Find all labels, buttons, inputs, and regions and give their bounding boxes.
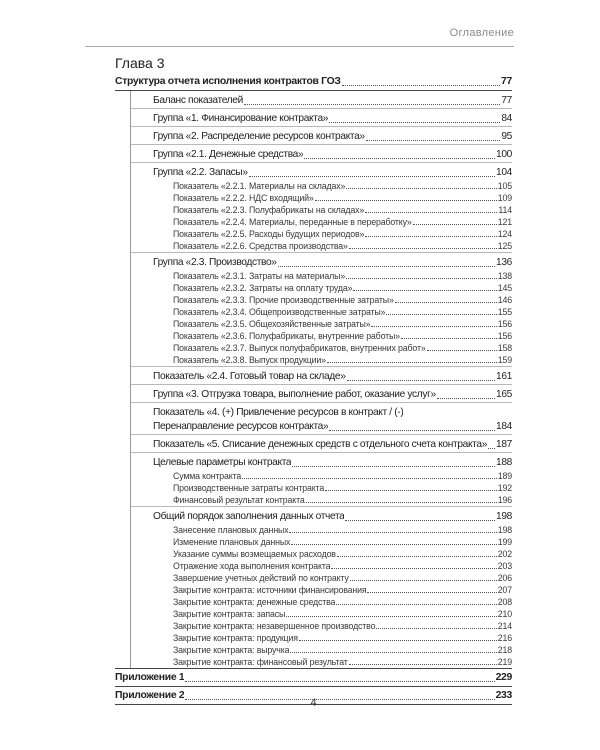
dot-leader <box>278 266 495 267</box>
dot-leader <box>345 520 495 521</box>
toc-section-title-text: Показатель «4. (+) Привлечение ресурсов в контракт / (-) <box>153 407 404 418</box>
toc-subentry-text: Сумма контракта <box>173 471 242 481</box>
toc-section <box>131 126 512 144</box>
chapter-heading: Глава 3 <box>115 55 165 71</box>
toc-section-title <box>153 456 512 470</box>
dot-leader <box>327 362 497 363</box>
appendix-title: Приложение 1 <box>115 672 185 683</box>
toc-subentry-page: 219 <box>497 657 512 667</box>
toc-subentry-page: 196 <box>497 495 512 505</box>
dot-leader <box>347 380 496 381</box>
toc-chapter-page: 77 <box>501 76 512 87</box>
dot-leader <box>290 652 496 653</box>
dot-leader <box>349 664 497 665</box>
dot-leader <box>342 85 500 86</box>
dot-leader <box>346 188 497 189</box>
dot-leader <box>336 604 497 605</box>
dot-leader <box>437 398 495 399</box>
dot-leader <box>371 326 496 327</box>
dot-leader <box>367 592 496 593</box>
toc-section-title-page: 161 <box>496 371 512 382</box>
toc-subentry-text: Производственные затраты контракта <box>173 483 325 493</box>
toc-subentry <box>153 294 512 306</box>
toc-subentry-page: 124 <box>497 229 512 239</box>
dot-leader <box>395 302 497 303</box>
toc-section-title-text: Группа «1. Финансирование контракта» <box>153 113 329 124</box>
toc-subentry-text: Показатель «2.2.5. Расходы будущих периодов» <box>173 229 365 239</box>
toc-subentry-text: Показатель «2.2.6. Средства производства» <box>173 241 348 251</box>
dot-leader <box>244 104 500 105</box>
toc-subentry-text: Закрытие контракта: источники финансирования <box>173 585 367 595</box>
toc-subentry-page: 138 <box>497 271 512 281</box>
toc-section-title-text: Показатель «2.4. Готовый товар на складе» <box>153 371 346 382</box>
toc-section-title-page: 188 <box>496 457 512 468</box>
toc-subentry-page: 105 <box>497 181 512 191</box>
toc-section <box>131 452 512 506</box>
toc-subentry-text: Показатель «2.3.7. Выпуск полуфабрикатов, внутренних работ» <box>173 343 426 353</box>
dot-leader <box>350 580 497 581</box>
toc-sections <box>130 91 512 668</box>
dot-leader <box>185 681 494 682</box>
dot-leader <box>242 478 497 479</box>
toc-subentry-page: 192 <box>497 483 512 493</box>
dot-leader <box>286 616 497 617</box>
toc-chapter-title: Структура отчета исполнения контрактов ГОЗ <box>115 76 341 87</box>
toc-section <box>131 91 512 108</box>
toc-section <box>131 434 512 452</box>
toc-subentry <box>153 228 512 240</box>
toc-subentry <box>153 644 512 656</box>
toc-subentry-text: Показатель «2.2.4. Материалы, переданные в переработку» <box>173 217 412 227</box>
toc-subentry <box>153 656 512 668</box>
toc-section-title-page: 100 <box>496 149 512 160</box>
toc-subentry <box>153 240 512 252</box>
toc-section-title-cont-text: Перенаправление ресурсов контракта» <box>153 421 329 432</box>
toc-subentry-text: Показатель «2.3.6. Полуфабрикаты, внутренние работы» <box>173 331 400 341</box>
toc-subentry <box>153 204 512 216</box>
toc-subentry-text: Закрытие контракта: выручка <box>173 645 290 655</box>
toc-section-title-cont <box>153 420 512 434</box>
toc-subentry <box>153 494 512 506</box>
toc-section-title-text: Показатель «5. Списание денежных средств с отдельного счета контракта» <box>153 439 488 450</box>
toc-subentry-text: Завершение учетных действий по контракту <box>173 573 349 583</box>
toc-section-title <box>153 370 512 384</box>
toc-subentry-text: Показатель «2.2.3. Полуфабрикаты на складах» <box>173 205 365 215</box>
toc-subentry-page: 158 <box>497 343 512 353</box>
toc-appendix-1 <box>115 668 512 686</box>
toc-subentry-page: 210 <box>497 609 512 619</box>
toc-section-title <box>153 438 512 452</box>
toc-subentry-text: Показатель «2.3.1. Затраты на материалы» <box>173 271 346 281</box>
toc-subentry-text: Закрытие контракта: незавершенное производство <box>173 621 376 631</box>
toc-section-title-text: Группа «2.3. Производство» <box>153 257 277 268</box>
dot-leader <box>365 236 497 237</box>
toc-subentry <box>153 270 512 282</box>
toc-subentry-text: Занесение плановых данных <box>173 525 289 535</box>
dot-leader <box>325 490 497 491</box>
toc-subentry-page: 202 <box>497 549 512 559</box>
toc-subentry-text: Показатель «2.3.2. Затраты на оплату труда» <box>173 283 353 293</box>
toc-subentry-page: 198 <box>497 525 512 535</box>
toc-section-title-text: Целевые параметры контракта <box>153 457 292 468</box>
appendix-page: 229 <box>495 672 512 683</box>
toc-subentry-page: 207 <box>497 585 512 595</box>
dot-leader <box>346 278 497 279</box>
toc-section <box>131 252 512 366</box>
toc-subentry-page: 159 <box>497 355 512 365</box>
dot-leader <box>329 122 500 123</box>
table-of-contents <box>115 73 512 705</box>
toc-subentry-text: Закрытие контракта: запасы <box>173 609 286 619</box>
toc-subentry-page: 156 <box>497 331 512 341</box>
toc-subentry <box>153 572 512 584</box>
toc-subentry-page: 146 <box>497 295 512 305</box>
dot-leader <box>427 350 497 351</box>
toc-subentry <box>153 318 512 330</box>
toc-subentry-page: 208 <box>497 597 512 607</box>
dot-leader <box>401 338 497 339</box>
toc-section-title-text: Группа «3. Отгрузка товара, выполнение работ, оказание услуг» <box>153 389 436 400</box>
dot-leader <box>329 430 495 431</box>
toc-subentry <box>153 180 512 192</box>
toc-section-title-page: 84 <box>501 113 512 124</box>
toc-section-title <box>153 148 512 162</box>
dot-leader <box>304 158 495 159</box>
toc-section-title-cont-page: 184 <box>496 421 512 432</box>
toc-section-title-text: Баланс показателей <box>153 95 243 106</box>
toc-section-title-page: 165 <box>496 389 512 400</box>
toc-section <box>131 162 512 252</box>
dot-leader <box>413 224 497 225</box>
toc-section-title <box>153 112 512 126</box>
toc-section-title <box>153 256 512 270</box>
toc-section-title-text: Группа «2.1. Денежные средства» <box>153 149 304 160</box>
dot-leader <box>366 140 501 141</box>
toc-subentry <box>153 470 512 482</box>
toc-subentry-text: Показатель «2.3.8. Выпуск продукции» <box>173 355 326 365</box>
toc-subentry-text: Показатель «2.2.2. НДС входящий» <box>173 193 314 203</box>
running-header: Оглавление <box>449 27 514 39</box>
toc-section-title-page: 136 <box>496 257 512 268</box>
toc-subentry <box>153 282 512 294</box>
dot-leader <box>291 544 497 545</box>
dot-leader <box>299 640 497 641</box>
toc-section-title <box>153 130 512 144</box>
toc-section-title-text: Общий порядок заполнения данных отчета <box>153 511 345 522</box>
toc-section-title-text: Группа «2.2. Запасы» <box>153 167 248 178</box>
toc-subentry-text: Закрытие контракта: продукция <box>173 633 298 643</box>
header-rule <box>85 46 514 47</box>
toc-subentry-page: 145 <box>497 283 512 293</box>
toc-subentry-page: 121 <box>497 217 512 227</box>
toc-subentry <box>153 192 512 204</box>
toc-subentry-page: 203 <box>497 561 512 571</box>
dot-leader <box>306 502 497 503</box>
toc-subentry <box>153 306 512 318</box>
dot-leader <box>365 212 497 213</box>
toc-subentry <box>153 584 512 596</box>
toc-section-title-page: 198 <box>496 511 512 522</box>
toc-subentry-text: Показатель «2.3.5. Общехозяйственные затраты» <box>173 319 371 329</box>
dot-leader <box>349 248 497 249</box>
toc-subentry-page: 125 <box>497 241 512 251</box>
toc-section <box>131 366 512 384</box>
dot-leader <box>249 176 495 177</box>
toc-subentry-page: 109 <box>497 193 512 203</box>
toc-subentry-page: 206 <box>497 573 512 583</box>
toc-subentry-page: 218 <box>497 645 512 655</box>
toc-section-title-text: Группа «2. Распределение ресурсов контракта» <box>153 131 365 142</box>
appendix-title: Приложение 2 <box>115 690 185 701</box>
toc-subentry-text: Показатель «2.3.3. Прочие производственные затраты» <box>173 295 394 305</box>
dot-leader <box>337 556 497 557</box>
toc-subentry-text: Финансовый результат контракта <box>173 495 305 505</box>
toc-subentry-text: Закрытие контракта: денежные средства <box>173 597 336 607</box>
dot-leader <box>488 448 495 449</box>
toc-subentry <box>153 482 512 494</box>
dot-leader <box>292 466 495 467</box>
toc-subentry-page: 155 <box>497 307 512 317</box>
dot-leader <box>353 290 496 291</box>
toc-section <box>131 144 512 162</box>
toc-subentry-text: Изменение плановых данных <box>173 537 291 547</box>
toc-subentry-text: Отражение хода выполнения контракта <box>173 561 331 571</box>
toc-section-title <box>153 166 512 180</box>
toc-chapter-entry <box>115 73 512 91</box>
toc-section-title <box>153 94 512 108</box>
dot-leader <box>376 628 496 629</box>
toc-section-title <box>153 406 512 420</box>
page-number: 4 <box>310 697 317 709</box>
toc-section <box>131 384 512 402</box>
toc-subentry <box>153 560 512 572</box>
toc-subentry <box>153 620 512 632</box>
toc-section-title-page: 95 <box>501 131 512 142</box>
toc-subentry-page: 189 <box>497 471 512 481</box>
appendix-page: 233 <box>495 690 512 701</box>
toc-subentry-text: Указание суммы возмещаемых расходов <box>173 549 336 559</box>
toc-section-title-page: 77 <box>501 95 512 106</box>
toc-section-title-page: 104 <box>496 167 512 178</box>
toc-subentry <box>153 342 512 354</box>
toc-subentry-page: 156 <box>497 319 512 329</box>
dot-leader <box>386 314 496 315</box>
toc-section <box>131 402 512 434</box>
toc-subentry <box>153 596 512 608</box>
toc-section <box>131 506 512 668</box>
toc-subentry <box>153 524 512 536</box>
dot-leader <box>331 568 496 569</box>
toc-subentry-text: Показатель «2.2.1. Материалы на складах» <box>173 181 346 191</box>
dot-leader <box>315 200 497 201</box>
toc-section-title <box>153 510 512 524</box>
toc-subentry <box>153 548 512 560</box>
toc-section <box>131 108 512 126</box>
toc-subentry-page: 214 <box>497 621 512 631</box>
toc-subentry <box>153 216 512 228</box>
toc-subentry <box>153 632 512 644</box>
toc-subentry <box>153 536 512 548</box>
toc-subentry-text: Показатель «2.3.4. Общепроизводственные затраты» <box>173 307 386 317</box>
toc-subentry <box>153 608 512 620</box>
toc-subentry-page: 199 <box>497 537 512 547</box>
toc-subentry-page: 216 <box>497 633 512 643</box>
toc-subentry-page: 114 <box>498 205 512 215</box>
toc-section-title <box>153 388 512 402</box>
toc-subentry <box>153 354 512 366</box>
toc-section-title-page: 187 <box>496 439 512 450</box>
dot-leader <box>289 532 496 533</box>
toc-subentry <box>153 330 512 342</box>
toc-subentry-text: Закрытие контракта: финансовый результат <box>173 657 348 667</box>
